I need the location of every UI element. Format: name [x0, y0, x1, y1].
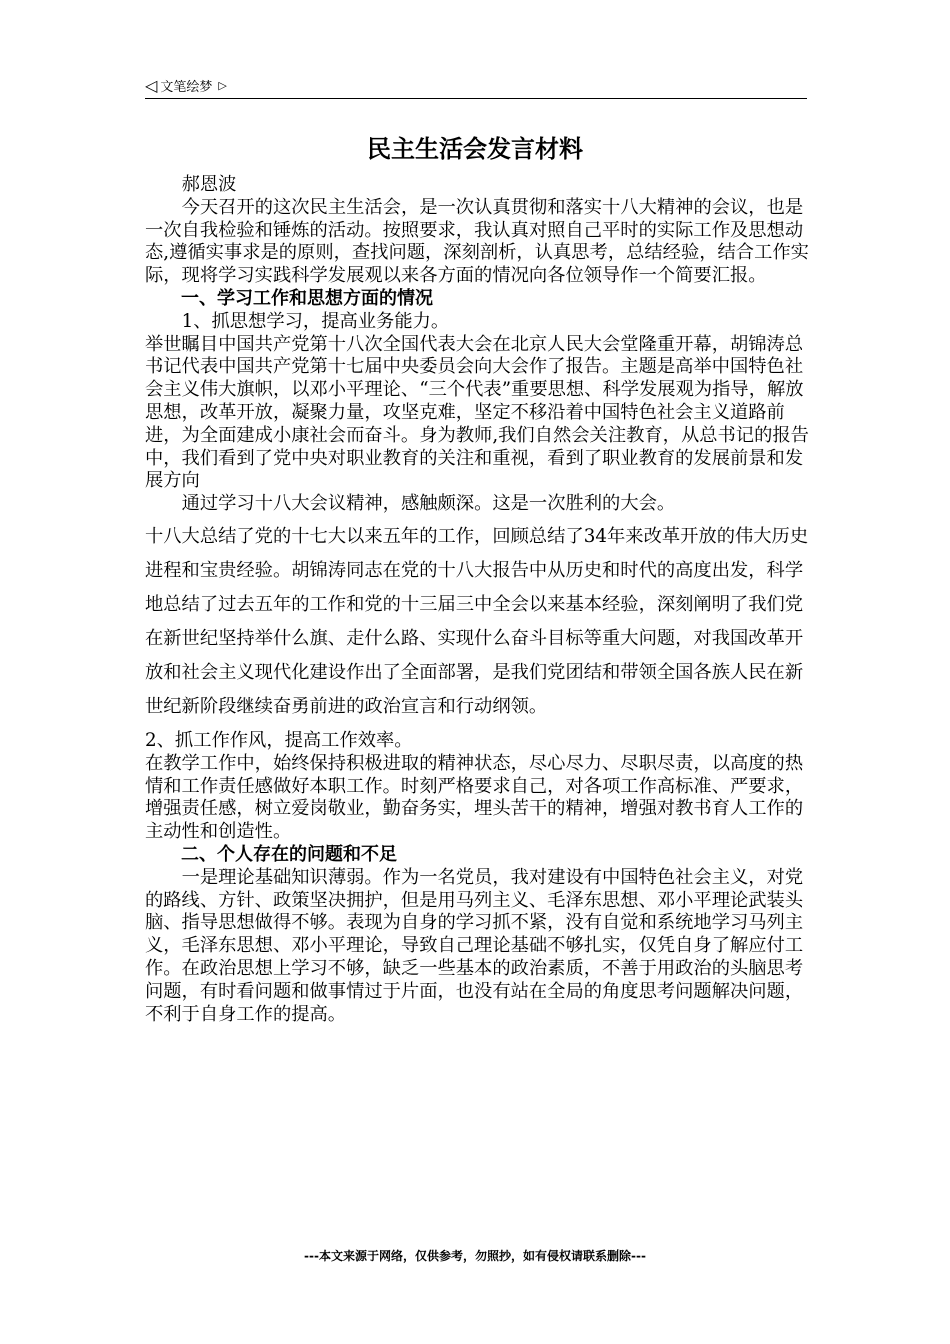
item1-paragraph2: 通过学习十八大会议精神，感触颇深。这是一次胜利的大会。 [181, 493, 676, 515]
item1-heading: 1、抓思想学习，提高业务能力。 [181, 310, 450, 332]
intro-paragraph: 今天召开的这次民主生活会，是一次认真贯彻和落实十八大精神的会议，也是一次自我检验和锤炼的活动。按照要求，我认真对照自己平时的实际工作及思想动态,遵循实事求是的原则，查找问题，深刻剖析，认真思考，总结经验，结合工作实际，现将学习实践科学发展观以来各方面的情况向各位领导作一个简要汇报。 [145, 196, 809, 287]
item1-paragraph1: 举世瞩目中国共产党第十八次全国代表大会在北京人民大会堂隆重开幕，胡锦涛总书记代表中国共产党第十七届中央委员会向大会作了报告。主题是高举中国特色社会主义伟大旗帜，以邓小平理论、“三个代表”重要思想、科学发展观为指导，解放思想，改革开放，凝聚力量，攻坚克难，坚定不移沿着中国特色社会主义道路前进，为全面建成小康社会而奋斗。身为教师,我们自然会关注教育，从总书记的报告中，我们看到了党中央对职业教育的关注和重视，看到了职业教育的发展前景和发展方向 [145, 333, 809, 492]
section1-heading: 一、学习工作和思想方面的情况 [181, 287, 433, 309]
section2-heading: 二、个人存在的问题和不足 [181, 843, 397, 865]
document-title: 民主生活会发言材料 [367, 135, 583, 163]
item2-heading: 2、抓工作作风，提高工作效率。 [145, 729, 413, 751]
section2-paragraph: 一是理论基础知识薄弱。作为一名党员，我对建设有中国特色社会主义，对党的路线、方针、政策坚决拥护，但是用马列主义、毛泽东思想、邓小平理论武装头脑、指导思想做得不够。表现为自身的学习抓不紧，没有自觉和系统地学习马列主义，毛泽东思想、邓小平理论，导致自己理论基础不够扎实，仅凭自身了解应付工作。在政治思想上学习不够，缺乏一些基本的政治素质，不善于用政治的头脑思考问题，有时看问题和做事情过于片面，也没有站在全局的角度思考问题解决问题，不利于自身工作的提高。 [145, 866, 804, 1025]
header-brand: 文笔绘梦 [160, 80, 213, 95]
author-line: 郝恩波 [181, 174, 237, 195]
item2-paragraph: 在教学工作中，始终保持积极进取的精神状态，尽心尽力、尽职尽责，以高度的热情和工作责任感做好本职工作。时刻严格要求自己，对各项工作高标准、严要求，增强责任感，树立爱岗敬业，勤奋务实，埋头苦干的精神，增强对教书育人工作的主动性和创造性。 [145, 752, 804, 843]
header-rule [145, 98, 807, 99]
document-body [145, 174, 809, 1026]
left-triangle-icon: ◁ [145, 76, 158, 95]
footer-notice: ---本文来源于网络，仅供参考，勿照抄，如有侵权请联系删除--- [304, 1249, 646, 1263]
right-triangle-icon: ▷ [218, 79, 227, 92]
item1-paragraph3: 十八大总结了党的十七大以来五年的工作，回顾总结了34年来改革开放的伟大历史进程和宝贵经验。胡锦涛同志在党的十八大报告中从历史和时代的高度出发，科学地总结了过去五年的工作和党的十三届三中全会以来基本经验，深刻阐明了我们党在新世纪坚持举什么旗、走什么路、实现什么奋斗目标等重大问题，对我国改革开放和社会主义现代化建设作出了全面部署，是我们党团结和带领全国各族人民在新世纪新阶段继续奋勇前进的政治宣言和行动纲领。 [145, 525, 809, 717]
page-header [145, 76, 807, 98]
